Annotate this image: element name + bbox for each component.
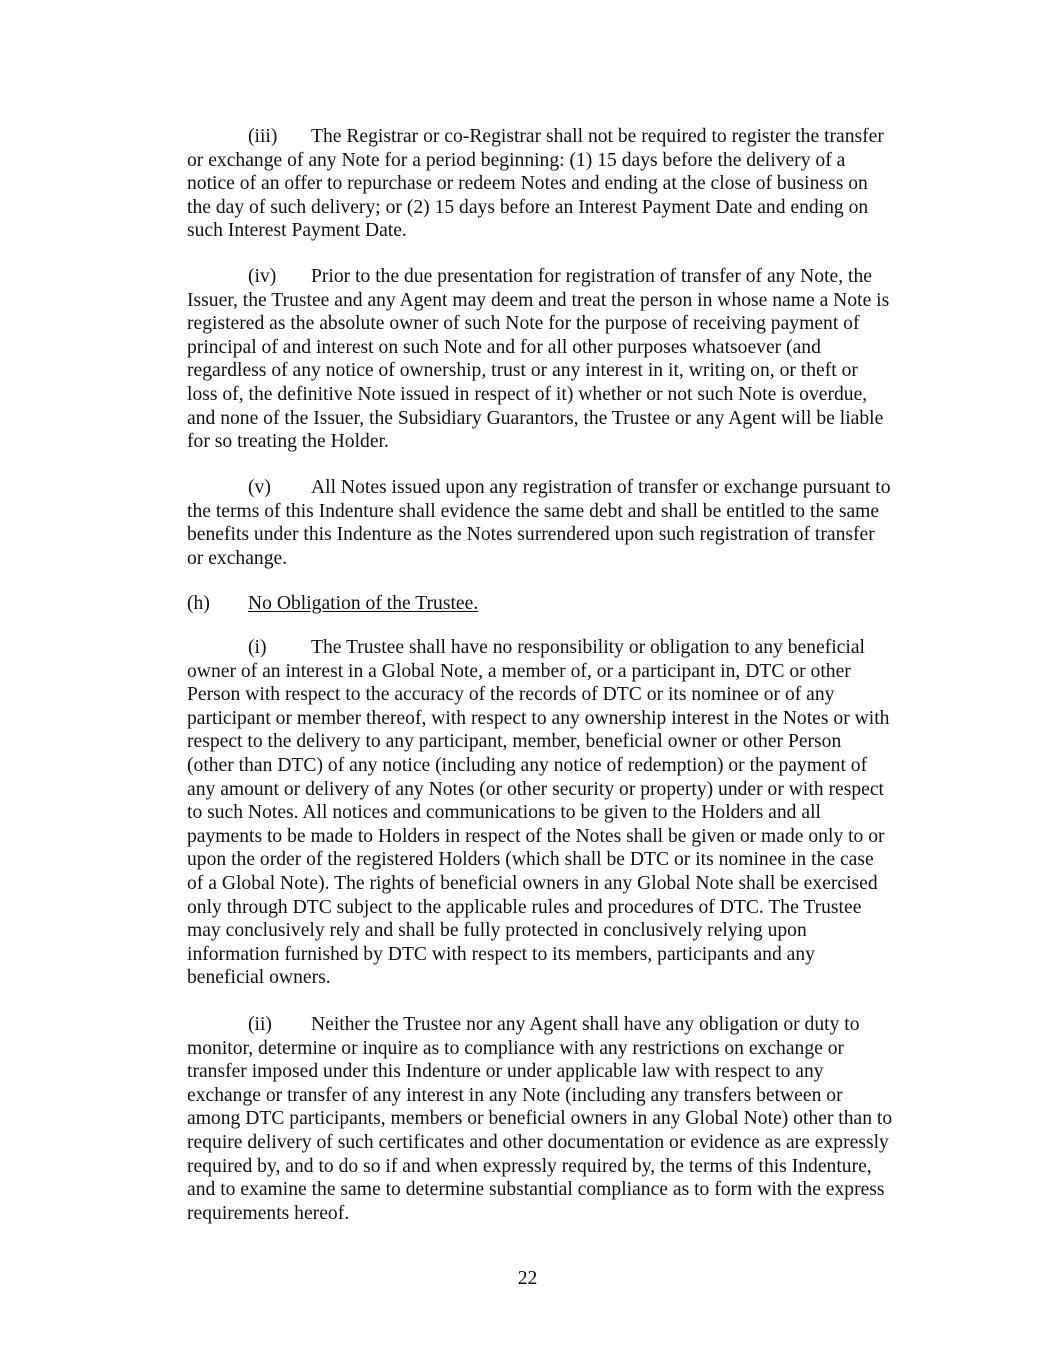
paragraph-line: such Interest Payment Date.: [187, 220, 407, 242]
paragraph-label: (i): [248, 637, 267, 658]
paragraph-line: for so treating the Holder.: [187, 431, 389, 453]
paragraph-label: (iv): [248, 266, 277, 287]
paragraph-line: (iv) Prior to the due presentation for registration of transfer of any Note, the: [248, 266, 872, 287]
section-title: No Obligation of the Trustee.: [248, 593, 479, 614]
paragraph-line: and to examine the same to determine substantial compliance as to form with the express: [187, 1179, 885, 1201]
paragraph-line: only through DTC subject to the applicable rules and procedures of DTC. The Trustee: [187, 896, 862, 918]
paragraph-iii: [187, 125, 947, 243]
paragraph-line: principal of and interest on such Note and for all other purposes whatsoever (and: [187, 336, 821, 358]
paragraph-line: (iii) The Registrar or co-Registrar shall not be required to register the transfer: [248, 126, 884, 147]
paragraph-line: and none of the Issuer, the Subsidiary Guarantors, the Trustee or any Agent will be liable: [187, 407, 884, 429]
paragraph-line: the terms of this Indenture shall evidence the same debt and shall be entitled to the same: [187, 500, 880, 522]
paragraph-line: requirements hereof.: [187, 1202, 350, 1224]
paragraph-line: notice of an offer to repurchase or redeem Notes and ending at the close of business on: [187, 173, 868, 195]
paragraph-line: monitor, determine or inquire as to compliance with any restrictions on exchange or: [187, 1037, 845, 1059]
paragraph-line: benefits under this Indenture as the Notes surrendered upon such registration of transfer: [187, 524, 875, 546]
section-heading-h: [187, 592, 947, 616]
paragraph-line: the day of such delivery; or (2) 15 days before an Interest Payment Date and ending on: [187, 196, 869, 218]
paragraph-line: (ii) Neither the Trustee nor any Agent shall have any obligation or duty to: [248, 1014, 860, 1035]
paragraph-line: registered as the absolute owner of such Note for the purpose of receiving payment of: [187, 313, 860, 335]
paragraph-line: or exchange.: [187, 547, 288, 569]
paragraph-line: any amount or delivery of any Notes (or other security or property) under or with respect: [187, 778, 884, 800]
paragraph-line: (v) All Notes issued upon any registration of transfer or exchange pursuant to: [248, 477, 891, 498]
paragraph-line: Person with respect to the accuracy of the records of DTC or its nominee or of any: [187, 684, 835, 706]
paragraph-iv: [187, 265, 947, 454]
paragraph-label: (v): [248, 477, 271, 498]
paragraph-line: loss of, the definitive Note issued in respect of it) whether or not such Note is overdue,: [187, 383, 868, 405]
paragraph-line: exchange or transfer of any interest in any Note (including any transfers between or: [187, 1084, 843, 1106]
paragraph-line: may conclusively rely and shall be fully protected in conclusively relying upon: [187, 920, 807, 942]
paragraph-line: regardless of any notice of ownership, trust or any interest in it, writing on, or theft or: [187, 360, 858, 382]
section-label: (h): [187, 593, 210, 614]
paragraph-line: (other than DTC) of any notice (including any notice of redemption) or the payment of: [187, 754, 868, 776]
paragraph-h-ii: [187, 1013, 947, 1225]
paragraph-line: required by, and to do so if and when expressly required by, the terms of this Indenture,: [187, 1155, 872, 1177]
paragraph-h-i: [187, 636, 947, 990]
paragraph-v: [187, 476, 947, 570]
paragraph-line: or exchange of any Note for a period beginning: (1) 15 days before the delivery of a: [187, 149, 846, 171]
paragraph-line: payments to be made to Holders in respect of the Notes shall be given or made only to or: [187, 825, 885, 847]
paragraph-line: transfer imposed under this Indenture or under applicable law with respect to any: [187, 1061, 824, 1083]
page-number: 22: [517, 1268, 538, 1289]
paragraph-line: upon the order of the registered Holders (which shall be DTC or its nominee in the case: [187, 849, 874, 871]
paragraph-line: among DTC participants, members or beneficial owners in any Global Note) other than to: [187, 1108, 893, 1130]
paragraph-line: Issuer, the Trustee and any Agent may deem and treat the person in whose name a Note is: [187, 289, 890, 311]
paragraph-line: to such Notes. All notices and communications to be given to the Holders and all: [187, 802, 821, 824]
paragraph-label: (iii): [248, 126, 278, 147]
paragraph-line: respect to the delivery to any participant, member, beneficial owner or other Person: [187, 731, 842, 753]
paragraph-line: beneficial owners.: [187, 967, 331, 989]
paragraph-label: (ii): [248, 1014, 272, 1035]
paragraph-line: of a Global Note). The rights of beneficial owners in any Global Note shall be exercised: [187, 872, 878, 894]
paragraph-line: require delivery of such certificates and other documentation or evidence as are expressly: [187, 1131, 889, 1153]
paragraph-line: participant or member thereof, with respect to any ownership interest in the Notes or with: [187, 707, 890, 729]
paragraph-line: owner of an interest in a Global Note, a member of, or a participant in, DTC or other: [187, 660, 851, 682]
paragraph-line: information furnished by DTC with respect to its members, participants and any: [187, 943, 815, 965]
paragraph-line: (i) The Trustee shall have no responsibility or obligation to any beneficial: [248, 637, 865, 658]
